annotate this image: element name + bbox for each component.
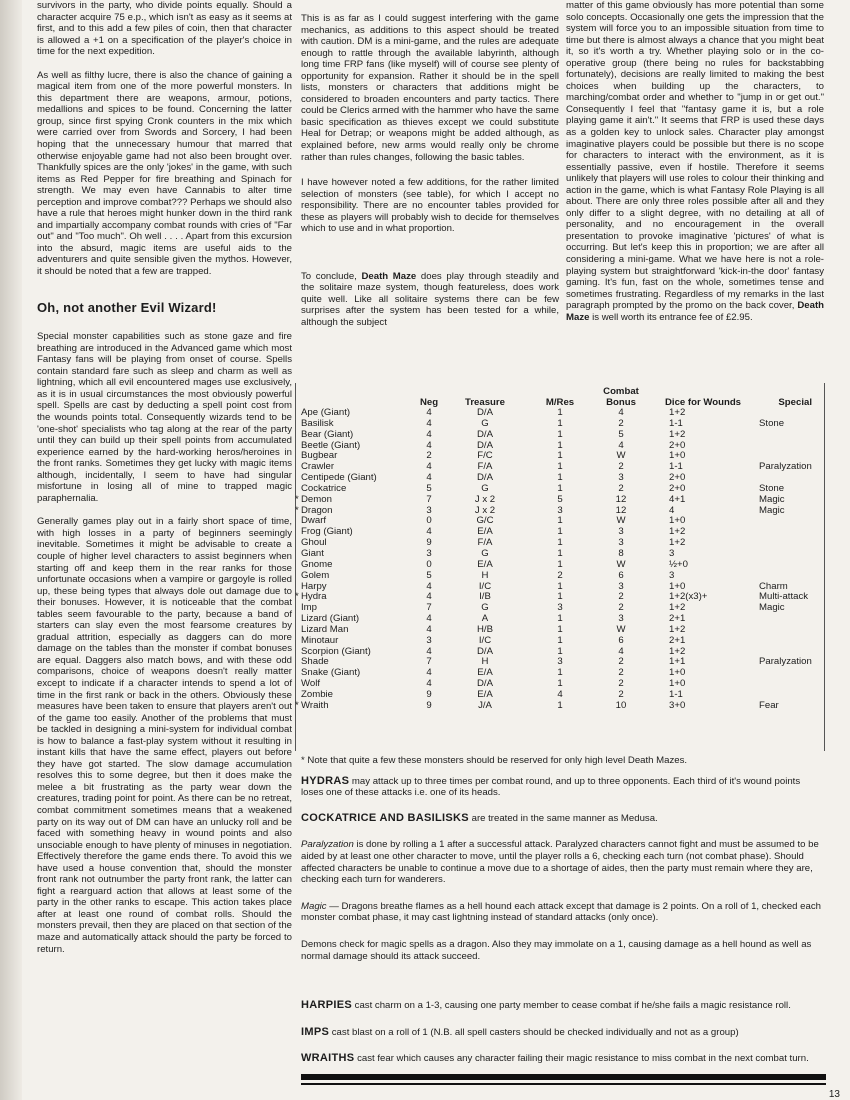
cell-dice: 1-1 (669, 461, 683, 473)
cell-treasure: G (481, 602, 489, 614)
section-heading: Oh, not another Evil Wizard! (37, 299, 217, 315)
cell-combat: W (616, 623, 626, 635)
cell-combat: 2 (618, 678, 624, 690)
cell-mres: 1 (557, 450, 563, 462)
cell-dice: 1-1 (669, 688, 683, 700)
cell-treasure: I/B (479, 591, 491, 603)
text-run: is well worth its entrance fee of £2.95. (589, 311, 753, 323)
table-row (301, 549, 826, 560)
cell-treasure: H (481, 656, 489, 668)
note-caption: IMPS (301, 1025, 330, 1038)
cell-treasure: D/A (477, 439, 493, 451)
cell-treasure: G (481, 547, 489, 559)
cell-dice: 1+0 (669, 667, 686, 679)
cell-combat: 4 (618, 439, 624, 451)
cell-treasure: E/A (477, 558, 493, 570)
monster-name: Snake (Giant) (301, 667, 361, 679)
note-text: cast fear which causes any character failing their magic resistance to miss combat in the next combat turn. (354, 1053, 809, 1065)
cell-mres: 1 (557, 580, 563, 592)
monster-name: Centipede (Giant) (301, 472, 377, 484)
cell-special (759, 679, 826, 690)
cell-treasure: D/A (477, 678, 493, 690)
footnote: * Note that quite a few these monsters should be reserved for only high level Death Mazes. (301, 755, 688, 766)
monster-name: Bear (Giant) (301, 428, 354, 440)
cell-neg: 4 (426, 526, 432, 538)
high-level-marker: * (295, 504, 299, 516)
cell-combat: W (616, 558, 626, 570)
column-middle (301, 13, 559, 329)
cell-special: Magic (759, 493, 785, 505)
table-header-row (301, 386, 826, 408)
monster-name: Giant (301, 547, 324, 559)
cell-name (295, 699, 413, 712)
cell-dice: 4 (669, 504, 675, 516)
monster-name: Dwarf (301, 515, 327, 527)
cell-neg: 4 (426, 439, 432, 451)
cell-mres: 3 (557, 656, 563, 668)
table-row (301, 473, 826, 484)
cell-dice: 2+0 (669, 439, 686, 451)
cell-special (759, 636, 826, 647)
note-caption: Magic (301, 900, 327, 912)
monster-name: Cockatrice (301, 482, 347, 494)
cell-treasure: E/A (477, 667, 493, 679)
cell-treasure: I/C (478, 634, 492, 646)
cell-special (759, 538, 826, 549)
high-level-marker: * (295, 493, 299, 505)
footer-rule-thin (301, 1083, 826, 1085)
table-row (301, 495, 826, 506)
cell-mres: 1 (557, 547, 563, 559)
table-row (301, 625, 826, 636)
cell-combat: 3 (618, 613, 624, 625)
cell-mres: 1 (557, 623, 563, 635)
cell-treasure: G (481, 417, 489, 429)
cell-special (759, 614, 826, 625)
cell-combat: 3 (618, 472, 624, 484)
cell-neg: 2 (426, 450, 432, 462)
note-text: is done by rolling a 1 after a successful attack. Paralyzed characters cannot fight and must be assumed to be aided by at least one other character to move, until the player rolls a 6, checking each turn (not combat phase). Should affected characters be unable to continue a move due to a shortage of aides, then the party must remain where they are, checking each turn for wanderers. (301, 839, 819, 886)
cell-dice: 1+2 (669, 428, 686, 440)
cell-treasure: F/A (477, 461, 493, 473)
cell-dice: 1+0 (669, 450, 686, 462)
cell-neg: 0 (426, 515, 432, 527)
note-paralyzation (301, 839, 821, 885)
cell-neg: 9 (426, 688, 432, 700)
cell-special: Charm (759, 580, 788, 592)
cell-treasure: I/C (478, 580, 492, 592)
note-demons: Demons check for magic spells as a dragon. Also they may immolate on a 1, causing damage as a hell hound as well as normal damage should its attack succeed. (301, 938, 812, 962)
monster-name: Dragon (301, 504, 333, 516)
table-row (301, 592, 826, 603)
cell-dice: 2+0 (669, 482, 686, 494)
cell-special (759, 571, 826, 582)
cell-dice: 3 (669, 569, 675, 581)
monster-name: Imp (301, 602, 317, 614)
note-cockatrice (301, 813, 821, 825)
cell-neg: 3 (426, 547, 432, 559)
cell-neg: 4 (426, 613, 432, 625)
note-wraiths (301, 1053, 821, 1065)
cell-combat: 2 (618, 591, 624, 603)
cell-combat: 2 (618, 688, 624, 700)
cell-special: Paralyzation (759, 461, 812, 473)
cell-dice: 1+2 (669, 602, 686, 614)
table-row (301, 451, 826, 462)
header-combat-bonus: Combat Bonus (603, 386, 639, 408)
cell-special: Stone (759, 482, 785, 494)
table-row (301, 701, 826, 712)
cell-mres: 1 (557, 537, 563, 549)
cell-mres: 1 (557, 461, 563, 473)
cell-dice: 1+0 (669, 678, 686, 690)
cell-treasure: J x 2 (474, 504, 496, 516)
cell-dice: 3+0 (669, 699, 686, 711)
column-right (566, 0, 824, 323)
cell-combat: 6 (618, 569, 624, 581)
monster-name: Lizard (Giant) (301, 613, 360, 625)
monster-name: Harpy (301, 580, 327, 592)
cell-neg: 9 (426, 537, 432, 549)
cell-treasure: E/A (477, 526, 493, 538)
cell-neg: 4 (426, 667, 432, 679)
footer-rule-thick (301, 1074, 826, 1080)
cell-neg: 9 (426, 699, 432, 711)
cell-dice: 2+1 (669, 613, 686, 625)
cell-neg: 3 (426, 504, 432, 516)
table-row (301, 538, 826, 549)
cell-mres: 3 (557, 602, 563, 614)
table-row (301, 560, 826, 571)
cell-combat: 3 (618, 537, 624, 549)
note-caption: Paralyzation (301, 839, 354, 851)
note-caption: COCKATRICE AND BASILISKS (301, 811, 469, 824)
monster-name: Minotaur (301, 634, 339, 646)
cell-mres: 1 (557, 526, 563, 538)
cell-mres: 1 (557, 472, 563, 484)
monster-name: Shade (301, 656, 329, 668)
note-imps (301, 1027, 821, 1039)
cell-mres: 1 (557, 482, 563, 494)
note-text: cast blast on a roll of 1 (N.B. all spell casters should be checked individually and not as a group) (329, 1026, 739, 1038)
cell-neg: 4 (426, 428, 432, 440)
cell-treasure: D/A (477, 645, 493, 657)
cell-mres: 3 (557, 504, 563, 516)
cell-neg: 4 (426, 461, 432, 473)
cell-treasure: F/A (477, 537, 493, 549)
cell-mres: 1 (557, 407, 563, 418)
monster-name: Crawler (301, 461, 335, 473)
cell-special: Multi-attack (759, 591, 809, 603)
game-title: Death Maze (361, 270, 417, 282)
note-text: are treated in the same manner as Medusa. (468, 812, 658, 824)
cell-combat: 5 (618, 428, 624, 440)
header-neg: Neg (419, 397, 439, 408)
cell-mres: 2 (557, 569, 563, 581)
cell-combat: 4 (618, 407, 624, 418)
cell-dice: 1+2(x3)+ (669, 591, 708, 603)
cell-neg: 4 (426, 472, 432, 484)
monster-name: Lizard Man (301, 623, 349, 635)
cell-combat: 3 (618, 526, 624, 538)
cell-mres: 5 (557, 493, 563, 505)
cell-special (759, 549, 826, 560)
cell-neg: 4 (426, 591, 432, 603)
cell-special (759, 560, 826, 571)
cell-combat: 12 (615, 493, 627, 505)
game-title: Death Maze (566, 300, 824, 323)
cell-dice: 1+2 (669, 623, 686, 635)
cell-special: Stone (759, 417, 785, 429)
paragraph: As well as filthy lucre, there is also the chance of gaining a magical item from one of the more powerful monsters. In this department there are weapons, armour, potions, medallions and spices to be found. Concerning the latter group, since first spying Cronk counters in the mix which were carried over from Swords and Sorcery, I had been hoping that the unnecessary humour that marred that otherwise enjoyable game had not also been brought over. Thankfully spices are the only 'jokes' in the game, with such items as Red Pepper for fire breathing and Spinach for strength. We may even have Cannabis to alter time perception and improve combat??? Perhaps we should also have a rule that heroes might hunker down in the third rank and impartially accompany combat rounds with cries of "Far out" and "Too much". Oh well . . . . Apart from this excursion into the absurd, magic items are useful aids to the adventurers and quite sensible given the mythos. However, it should be noted that a few are trapped. (37, 69, 292, 278)
cell-dice: 1-1 (669, 417, 683, 429)
paragraph (301, 271, 559, 329)
table-row (301, 462, 826, 473)
table-row (301, 657, 826, 668)
cell-combat: 8 (618, 547, 624, 559)
monster-name: Wraith (301, 699, 329, 711)
cell-neg: 7 (426, 493, 432, 505)
text-run: To conclude, (301, 270, 362, 282)
cell-combat: 2 (618, 417, 624, 429)
monster-name: Golem (301, 569, 330, 581)
cell-mres: 1 (557, 634, 563, 646)
cell-neg: 4 (426, 407, 432, 418)
cell-mres: 1 (557, 558, 563, 570)
cell-dice: 1+1 (669, 656, 686, 668)
cell-treasure: D/A (477, 428, 493, 440)
table-row (301, 430, 826, 441)
table-row (301, 516, 826, 527)
cell-special (759, 430, 826, 441)
cell-combat: 6 (618, 634, 624, 646)
cell-mres: 1 (557, 645, 563, 657)
cell-treasure: H/B (477, 623, 493, 635)
note-text: cast charm on a 1-3, causing one party member to cease combat if he/she fails a magic resistance roll. (352, 1000, 791, 1012)
monster-name: Ape (Giant) (301, 407, 351, 418)
cell-special (759, 668, 826, 679)
table-row (301, 690, 826, 701)
cell-treasure: D/A (477, 407, 493, 418)
cell-treasure: G (481, 482, 489, 494)
cell-combat: 2 (618, 667, 624, 679)
monster-name: Hydra (301, 591, 327, 603)
cell-neg: 5 (426, 482, 432, 494)
cell-combat: 2 (618, 602, 624, 614)
table-row (301, 614, 826, 625)
paragraph: Generally games play out in a fairly short space of time, with high losses in a party of beginners seemingly inevitable. Sometimes it might be advisable to create a couple of higher level characters to assist beginners when starting off and keep them in the rear ranks for those unfortunate occasions when a vampire or gargoyle is rolled up, these being types that always dole out damage due to their bonuses. However, it is noticeable that the combat tables seem favourable to the party, because a band of starters can slay even the most fearsome creatures by gradual attrition, especially as daggers can do more damage on the tables than the monster if combat bonuses are equal. Daggers also match bows, and with these odd comparisons, choice of weapons doesn't really matter except to indicate if a character intends to spend a lot of time in the first rank or back in the others. Obviously these measures have been taken to ensure that players aren't out of the game too easily. Another of the problems that must be tackled in designing a mini-system for individual combat is how to balance a fast-play system without it resulting in instant kills that have the same effect, players out before they have got started. The slow damage accumulation resolves this to some degree, but then it does make the melee a bit frustrating as the party wear down the creatures, trading point for point. As there can be no retreat, combat commitment sometimes means that a weakened party on its way out of DM can have an unlucky roll and be faced with something heavy in wound points and also unsociable enough to have plenty of minuses in negotiation. Effectively therefore the game ends there. To avoid this we have used a house convention that, should the monster front rank not outnumber the party front rank, the latter can fight a rearguard action that allows at least some of the party in the other ranks to escape. This action takes place after at least one round of combat rolls. Should the monsters prevail, then they are placed on that section of the maze and automatically attack should the party be forced to return. (37, 516, 292, 955)
cell-dice: 1+0 (669, 515, 686, 527)
note-caption: HYDRAS (301, 774, 350, 787)
monster-name: Basilisk (301, 417, 334, 429)
note-text: — Dragons breathe flames as a hell hound each attack except that damage is 2 points. On a roll of 1, checked each monster combat phase, it may cast lightning instead of standard attacks (only once). (301, 900, 821, 924)
cell-dice: 1+2 (669, 407, 686, 418)
table-row (301, 571, 826, 582)
monster-name: Beetle (Giant) (301, 439, 361, 451)
binding-gutter (0, 0, 22, 1100)
monster-name: Frog (Giant) (301, 526, 353, 538)
paragraph: Special monster capabilities such as stone gaze and fire breathing are introduced in the Advanced game which most Fantasy fans will be playing from onset of course. Spells contain standard fare such as sleep and charm as well as lightning, which all evil encountered mages use exclusively, as it is in usual circumstances the most obviously powerful spell. Spells are cast by deducting a spell point cost from the wounds points total. Consequently wizards tend to be 'one-shot' specialists who tag along at the rear of the party until they can build up their spell points from accumulated experience earned by the hard-working heros/heroines in the front ranks. Sometimes they get lucky with magic items although, incidentally, I seem to have had singular misfortune in losing all of mine to trapped magic paraphernalia. (37, 331, 292, 504)
cell-special (759, 516, 826, 527)
cell-combat: 3 (618, 580, 624, 592)
table-body (295, 407, 826, 712)
cell-treasure: G/C (476, 515, 494, 527)
monster-table (295, 386, 826, 712)
header-treasure: Treasure (464, 397, 505, 408)
monster-name: Demon (301, 493, 332, 505)
cell-neg: 4 (426, 580, 432, 592)
cell-combat: 2 (618, 656, 624, 668)
cell-neg: 4 (426, 645, 432, 657)
table-row (301, 679, 826, 690)
note-harpies (301, 1000, 821, 1012)
cell-dice: 1+2 (669, 537, 686, 549)
cell-neg: 7 (426, 602, 432, 614)
cell-mres: 1 (557, 417, 563, 429)
cell-special (759, 527, 826, 538)
cell-dice: 1+2 (669, 645, 686, 657)
table-row (301, 603, 826, 614)
cell-dice: 4+1 (669, 493, 686, 505)
cell-special (759, 625, 826, 636)
table-row (301, 647, 826, 658)
cell-treasure: A (481, 613, 489, 625)
cell-dice: 1+2 (669, 526, 686, 538)
cell-special: Fear (759, 699, 779, 711)
paragraph: This is as far as I could suggest interfering with the game mechanics, as additions to this aspect should be treated with caution. DM is a mini-game, and the rules are adequate enough to rattle through the available labyrinth, although long time FRP fans (like myself) will of course see plenty of opportunity for expansion. Rather it should be in the spell lists, monsters or characters that additions might be considered to broaden encounters and party tactics. There could be Clerics armed with the hammer who have the same basic specification as thieves except we could substitute Heal for Detrap; or weapons might be added although, as explained before, new arms would really only be chrome rather than rules changes, following the basic tables. (301, 13, 559, 163)
note-text: may attack up to three times per combat round, and up to three opponents. Each third of it's wound points loses one of these attacks i.e. one of its heads. (301, 775, 801, 799)
paragraph: I have however noted a few additions, for the rather limited selection of monsters (see table), for which I accept no responsibility. There are no encounter tables provided for these as players will probably wish to decide for themselves which to use and in what proportion. (301, 177, 559, 235)
note-caption: WRAITHS (301, 1052, 355, 1065)
cell-neg: 0 (426, 558, 432, 570)
table-row (301, 582, 826, 593)
note-caption: HARPIES (301, 999, 352, 1012)
page-number: 13 (828, 1089, 840, 1100)
header-special: Special (778, 397, 812, 408)
cell-neg: 4 (426, 417, 432, 429)
cell-combat: 2 (618, 482, 624, 494)
cell-dice: 3 (669, 547, 675, 559)
cell-mres: 1 (557, 515, 563, 527)
table-row (301, 441, 826, 452)
cell-mres: 1 (557, 428, 563, 440)
monster-name: Ghoul (301, 537, 327, 549)
cell-neg: 4 (426, 678, 432, 690)
cell-mres: 1 (557, 699, 563, 711)
cell-combat: 2 (618, 461, 624, 473)
cell-mres: 4 (557, 688, 563, 700)
text-run: does play through steadily and the solitaire maze system, though featureless, does work quite well. Like all solitaire systems there can be few surprises after the system has been tested for a while, although the subject (301, 270, 559, 329)
cell-treasure: J x 2 (474, 493, 496, 505)
cell-dice: ½+0 (669, 558, 688, 570)
paragraph (566, 0, 824, 323)
cell-combat: W (616, 515, 626, 527)
cell-special: Paralyzation (759, 656, 812, 668)
high-level-marker: * (295, 699, 299, 711)
cell-mres: 1 (557, 591, 563, 603)
monster-notes (301, 755, 821, 1065)
cell-mres: 1 (557, 439, 563, 451)
cell-treasure: H (481, 569, 489, 581)
cell-dice: 1+0 (669, 580, 686, 592)
table-row (301, 484, 826, 495)
cell-mres: 1 (557, 678, 563, 690)
cell-combat: 12 (615, 504, 627, 516)
note-hydras (301, 776, 821, 799)
paragraph: survivors in the party, who divide points equally. Should a character acquire 75 e.p., which isn't as easy as it seems at first, and to this add a few piles of coin, then that character is allowed a +1 on a specification of the player's choice in time for the next expedition. (37, 0, 292, 58)
cell-dice: 2+1 (669, 634, 686, 646)
cell-special (759, 441, 826, 452)
high-level-marker: * (295, 591, 299, 603)
cell-dice: 2+0 (669, 472, 686, 484)
table-row (301, 506, 826, 517)
monster-name: Gnome (301, 558, 333, 570)
cell-mres: 1 (557, 613, 563, 625)
table-row (301, 419, 826, 430)
cell-combat: W (616, 450, 626, 462)
cell-treasure: J/A (478, 699, 492, 711)
monster-name: Scorpion (Giant) (301, 645, 371, 657)
cell-combat: 10 (615, 699, 627, 711)
cell-special: Magic (759, 504, 785, 516)
table-row (301, 668, 826, 679)
header-mres: M/Res (545, 397, 575, 408)
monster-name: Bugbear (301, 450, 338, 462)
cell-treasure: D/A (477, 472, 493, 484)
header-dice: Dice for Wounds (664, 397, 742, 408)
text-run: matter of this game obviously has more potential than some solo concepts. Occasionally one gets the impression that the system will force you to an impossible situation from time to time but there is almost always a chance that you might beat it, so it's worth a try. Whether playing solo or in the co-operative group (there being no rules for backstabbing fortunately), decisions are really limited to making the best choices when building up the characters, to marching/combat order and whether to "jump in or get out." Consequently I feel that "fantasy game it is, but a role playing game it ain't." It seems that FRP is used these days as a golden key to unlock sales. Character play amongst imaginative players could be possible but there is no scope for characters to interact with the environment, as it is essentially passive, even if hostile. Therefore it seems unlikely that players will use roles to colour their thinking and action in the game, which is what Fantasy Role Playing is all about. There are only three roles possible after all and they only differ to a slight degree, with no detailing at all of personality, and no encouragement in the overall presentation to provoke imaginative 'pictures' of what is occurring. But let's keep this in proportion; we are after all considering a mini-game. What we have here is not a role-playing system but straightforward 'kick-in-the door' fantasy gaming. It's fun, fast on the whole, sometimes tense and sometimes frustrating. Regardless of my remarks in the last paragraph prompted by the promo on the back cover, (566, 0, 824, 312)
monster-name: Zombie (301, 688, 333, 700)
table-row (301, 527, 826, 538)
table-row (301, 408, 826, 419)
monster-name: Wolf (301, 678, 321, 690)
cell-treasure: F/C (477, 450, 493, 462)
cell-neg: 7 (426, 656, 432, 668)
cell-neg: 3 (426, 634, 432, 646)
note-magic (301, 901, 821, 924)
header-name (301, 386, 413, 408)
cell-name (295, 591, 413, 603)
cell-mres: 1 (557, 667, 563, 679)
table-row (301, 636, 826, 647)
cell-neg: 5 (426, 569, 432, 581)
cell-neg: 4 (426, 623, 432, 635)
cell-combat: 4 (618, 645, 624, 657)
cell-treasure: E/A (477, 688, 493, 700)
cell-special: Magic (759, 602, 785, 614)
column-left (37, 0, 292, 955)
